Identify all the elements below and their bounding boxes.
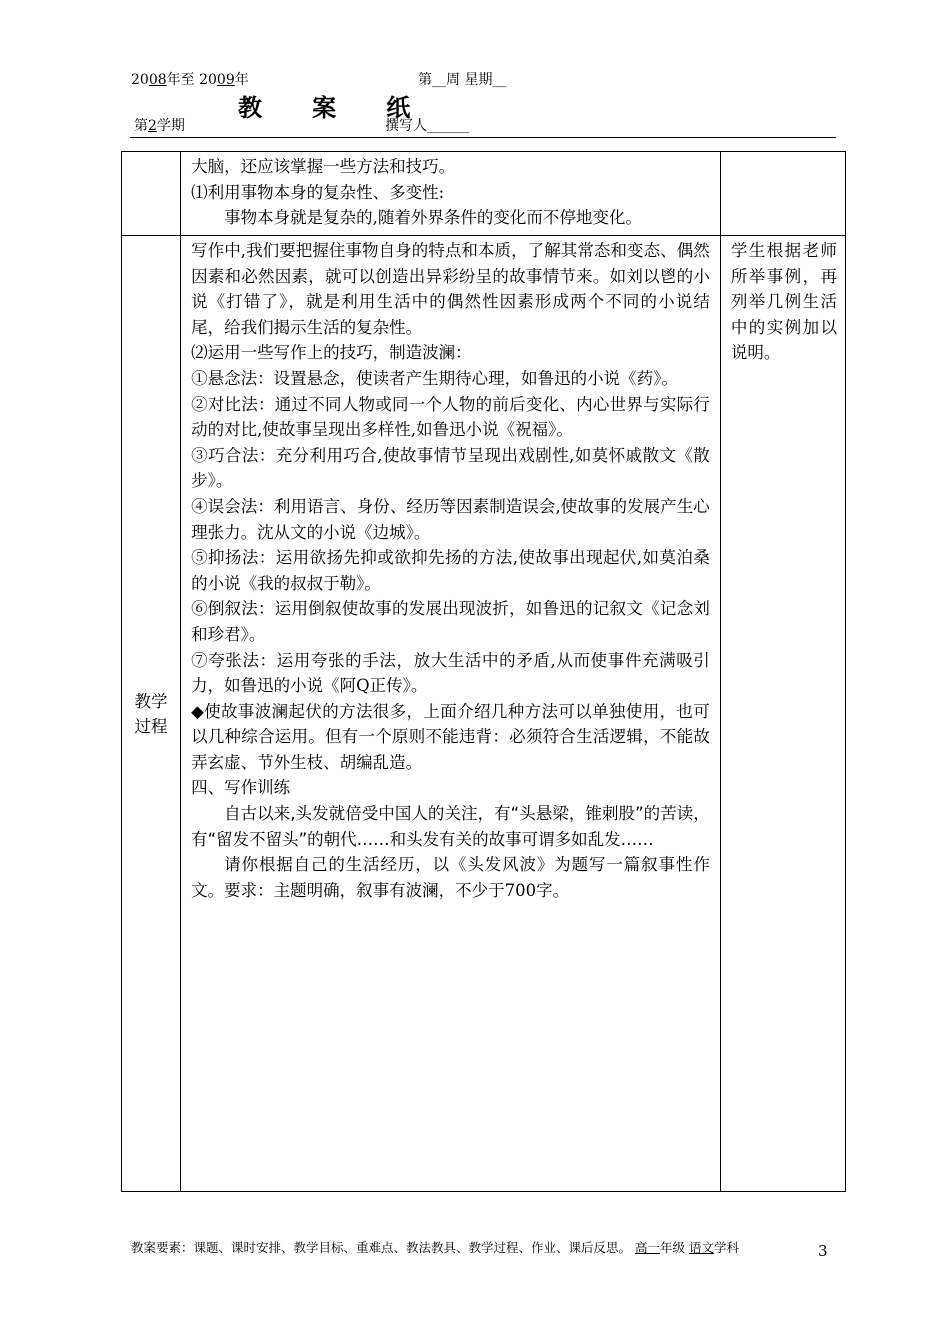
term-label [134,118,185,134]
paragraph: ⑵运用一些写作上的技巧，制造波澜： [191,343,472,363]
year-suffix: 年 [234,72,249,88]
section-label-text: 教学过程 [134,691,168,736]
year-mid: 年至 20 [166,72,217,88]
paragraph: ⑦夸张法：运用夸张的手法，放大生活中的矛盾,从而使事件充满吸引力，如鲁迅的小说《阿Q正传》。 [191,650,710,696]
paragraph: ④误会法：利用语言、身份、经历等因素制造误会,使故事的发展产生心理张力。沈从文的小说《边城》。 [191,496,710,542]
footer-subject: 语文 [689,1240,715,1255]
header-rule [130,137,836,138]
year-end: 09 [216,72,235,88]
term-number: 2 [148,118,157,134]
paragraph: ①悬念法：设置悬念，使读者产生期待心理，如鲁迅的小说《药》。 [191,368,678,388]
paragraph: ③巧合法：充分利用巧合,使故事情节呈现出戏剧性,如莫怀戚散文《散步》。 [191,445,710,491]
author-label: 撰写人______ [385,118,469,134]
year-prefix: 20 [131,72,149,88]
label-cell-empty [122,152,181,236]
table-row [122,152,846,236]
school-year [131,72,249,88]
table-row [122,236,846,1192]
paragraph: 写作中,我们要把握住事物自身的特点和本质，了解其常态和变态、偶然因素和必然因素，就可以创造出异彩纷呈的故事情节来。如刘以鬯的小说《打错了》，就是利用生活中的偶然性因素形成两个不同的小说结尾，给我们揭示生活的复杂性。 [191,241,710,337]
content-cell [181,152,721,236]
page-number: 3 [818,1242,828,1260]
paragraph: 请你根据自己的生活经历，以《头发风波》为题写一篇叙事性作文。要求：主题明确，叙事有波澜，不少于700字。 [191,855,710,900]
footer-grade-suffix: 年级 [660,1240,686,1255]
content-cell [181,236,721,1192]
footer-subject-suffix: 学科 [714,1240,740,1255]
teacher-note: 学生根据老师所举事例，再列举几例生活中的实例加以说明。 [730,241,837,363]
term-prefix: 第 [134,118,148,134]
paragraph: ⑥倒叙法：运用倒叙使故事的发展出现波折，如鲁迅的记叙文《记念刘和珍君》。 [191,599,710,644]
lesson-table [121,151,846,1192]
year-start: 08 [148,72,167,88]
paragraph: ◆使故事波澜起伏的方法很多，上面介绍几种方法可以单独使用，也可以几种综合运用。但有一个原则不能违背：必须符合生活逻辑，不能故弄玄虚、节外生枝、胡编乱造。 [191,701,710,772]
footer-elements: 教案要素：课题、课时安排、教学目标、重难点、教法教具、教学过程、作业、课后反思。 [131,1240,632,1255]
note-cell [720,236,845,1192]
section-label [122,236,181,1192]
text-line: 大脑，还应该掌握一些方法和技巧。 [191,157,456,176]
week-label: 第__周 星期__ [418,72,507,88]
text-line: ⑴利用事物本身的复杂性、多变性: [191,182,445,202]
page-title: 教 案 纸 [238,94,411,122]
term-suffix: 学期 [156,118,185,134]
paragraph: 自古以来,头发就倍受中国人的关注，有“头悬梁，锥刺股”的苦读，有“留发不留头”的朝代……和头发有关的故事可谓多如乱发…… [191,804,710,849]
footer-text [131,1238,739,1256]
paragraph: ②对比法：通过不同人物或同一个人物的前后变化、内心世界与实际行动的对比,使故事呈现出多样性,如鲁迅小说《祝福》。 [191,394,710,440]
text-line: 事物本身就是复杂的,随着外界条件的变化而不停地变化。 [224,208,642,228]
footer-grade: 高一 [635,1240,661,1255]
section-heading: 四、写作训练 [191,778,291,798]
paragraph: ⑤抑扬法：运用欲扬先抑或欲抑先扬的方法,使故事出现起伏,如莫泊桑的小说《我的叔叔于勒》。 [191,548,710,593]
note-cell-empty [720,152,845,236]
